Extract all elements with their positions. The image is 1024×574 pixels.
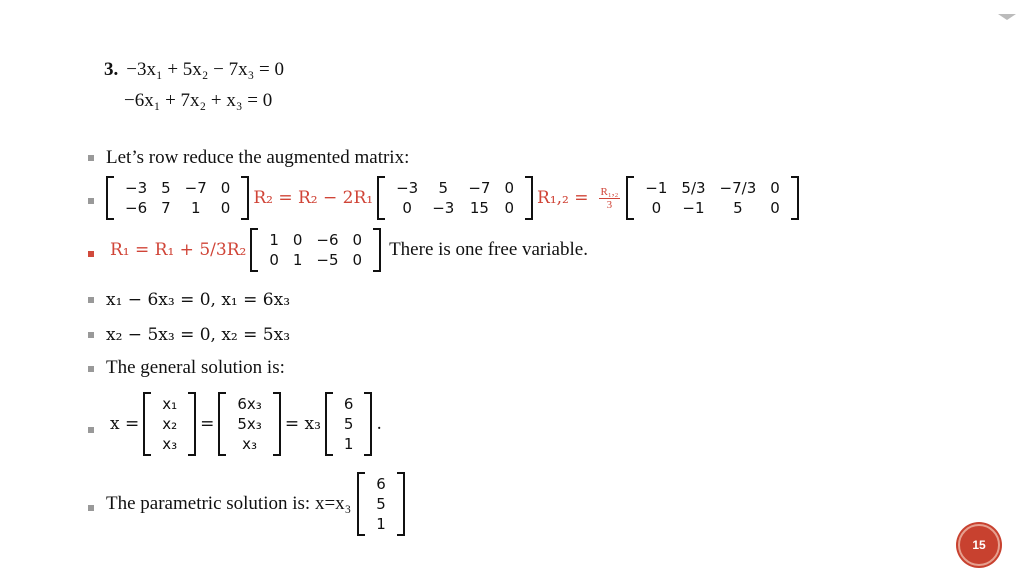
vector-x — [143, 392, 196, 456]
matrix-cell: 0 — [504, 199, 515, 217]
matrix-cell: x₃ — [242, 435, 258, 453]
matrix-cell: −6 — [125, 199, 148, 217]
matrix-augmented — [106, 176, 249, 220]
matrix-cell: 0 — [292, 231, 303, 249]
matrix-cell: −1 — [645, 179, 668, 197]
equation-x1: x₁ − 6x₃ = 0, x₁ = 6x₃ — [106, 290, 291, 310]
x3-factor: = x₃ — [284, 414, 321, 434]
equation-x2: x₂ − 5x₃ = 0, x₂ = 5x₃ — [106, 325, 291, 345]
matrix-cell: −7/3 — [719, 179, 757, 197]
matrix-cell: 0 — [770, 179, 780, 197]
parametric-label: The parametric solution is: x=x₃ — [106, 493, 352, 514]
matrix-cell: 5 — [161, 179, 171, 197]
matrix-cell: x₃ — [162, 435, 178, 453]
matrix-cell: 6x₃ — [237, 395, 262, 413]
row-op-3: R₁ = R₁ + 5/3R₂ — [110, 240, 247, 260]
bullet-marker — [88, 505, 94, 511]
matrix-cell: 1 — [376, 515, 386, 533]
matrix-cell: −6 — [316, 231, 339, 249]
matrix-cell: 7 — [161, 199, 171, 217]
matrix-step-1 — [377, 176, 533, 220]
matrix-cell: 0 — [402, 199, 412, 217]
matrix-cell: −7 — [184, 179, 207, 197]
matrix-cell: 5 — [733, 199, 743, 217]
matrix-cell: 5 — [343, 415, 354, 433]
equation-1: −3x₁ + 5x₂ − 7x₃ = 0 — [126, 59, 284, 80]
matrix-cell: −3 — [432, 199, 455, 217]
matrix-cell: 6 — [343, 395, 354, 413]
bullet-marker — [88, 297, 94, 303]
matrix-step-2 — [626, 176, 799, 220]
bullet-marker — [88, 427, 94, 433]
matrix-cell: 0 — [352, 251, 363, 269]
bullet-marker — [88, 251, 94, 257]
general-solution-label: The general solution is: — [106, 357, 285, 378]
vector-basis — [325, 392, 373, 456]
free-variable-text: There is one free variable. — [389, 239, 588, 260]
row-reduction-step-2 — [106, 228, 588, 272]
bullet-marker — [88, 198, 94, 204]
matrix-cell: 5 — [438, 179, 449, 197]
matrix-cell: 1 — [190, 199, 201, 217]
matrix-cell: 5/3 — [681, 179, 706, 197]
matrix-cell: 0 — [651, 199, 662, 217]
problem-statement — [104, 54, 284, 116]
slide-logo-icon — [998, 14, 1016, 20]
matrix-cell: 5 — [376, 495, 386, 513]
equation-2: −6x₁ + 7x₂ + x₃ = 0 — [124, 90, 273, 111]
row-reduction-step-1 — [106, 176, 799, 220]
bullet-marker — [88, 155, 94, 161]
matrix-cell: −3 — [396, 179, 419, 197]
vector-basis-parametric — [357, 472, 405, 536]
x-equals: x = — [110, 414, 140, 434]
matrix-cell: 0 — [504, 179, 515, 197]
matrix-cell: 1 — [269, 231, 279, 249]
matrix-cell: −3 — [125, 179, 148, 197]
row-op-2: R₁,₂ = — [537, 188, 589, 208]
bullet-marker — [88, 332, 94, 338]
parametric-solution — [106, 472, 405, 536]
period: . — [376, 414, 382, 434]
matrix-cell: 0 — [770, 199, 780, 217]
row-op-1: R₂ = R₂ − 2R₁ — [253, 188, 374, 208]
matrix-cell: 6 — [376, 475, 386, 493]
general-solution — [106, 392, 386, 456]
matrix-cell: 0 — [352, 231, 363, 249]
matrix-cell: −1 — [682, 199, 705, 217]
matrix-cell: 5x₃ — [237, 415, 262, 433]
vector-solution — [218, 392, 280, 456]
row-op-2-fraction: $\frac{\text{R₁,₂}}{3}$ — [600, 185, 619, 211]
bullet-marker — [88, 366, 94, 372]
matrix-cell: x₂ — [162, 415, 178, 433]
page-number-badge: 15 — [958, 524, 1000, 566]
matrix-cell: −5 — [316, 251, 339, 269]
matrix-cell: −7 — [468, 179, 491, 197]
matrix-cell: 0 — [220, 199, 231, 217]
matrix-cell: 1 — [343, 435, 354, 453]
matrix-cell: 0 — [220, 179, 231, 197]
matrix-cell: 0 — [269, 251, 279, 269]
matrix-cell: 15 — [469, 199, 489, 217]
intro-text: Let’s row reduce the augmented matrix: — [106, 147, 410, 168]
matrix-rref — [250, 228, 381, 272]
matrix-cell: x₁ — [162, 395, 178, 413]
problem-number: 3. — [104, 59, 119, 80]
matrix-cell: 1 — [292, 251, 303, 269]
equals-sign: = — [200, 414, 215, 434]
